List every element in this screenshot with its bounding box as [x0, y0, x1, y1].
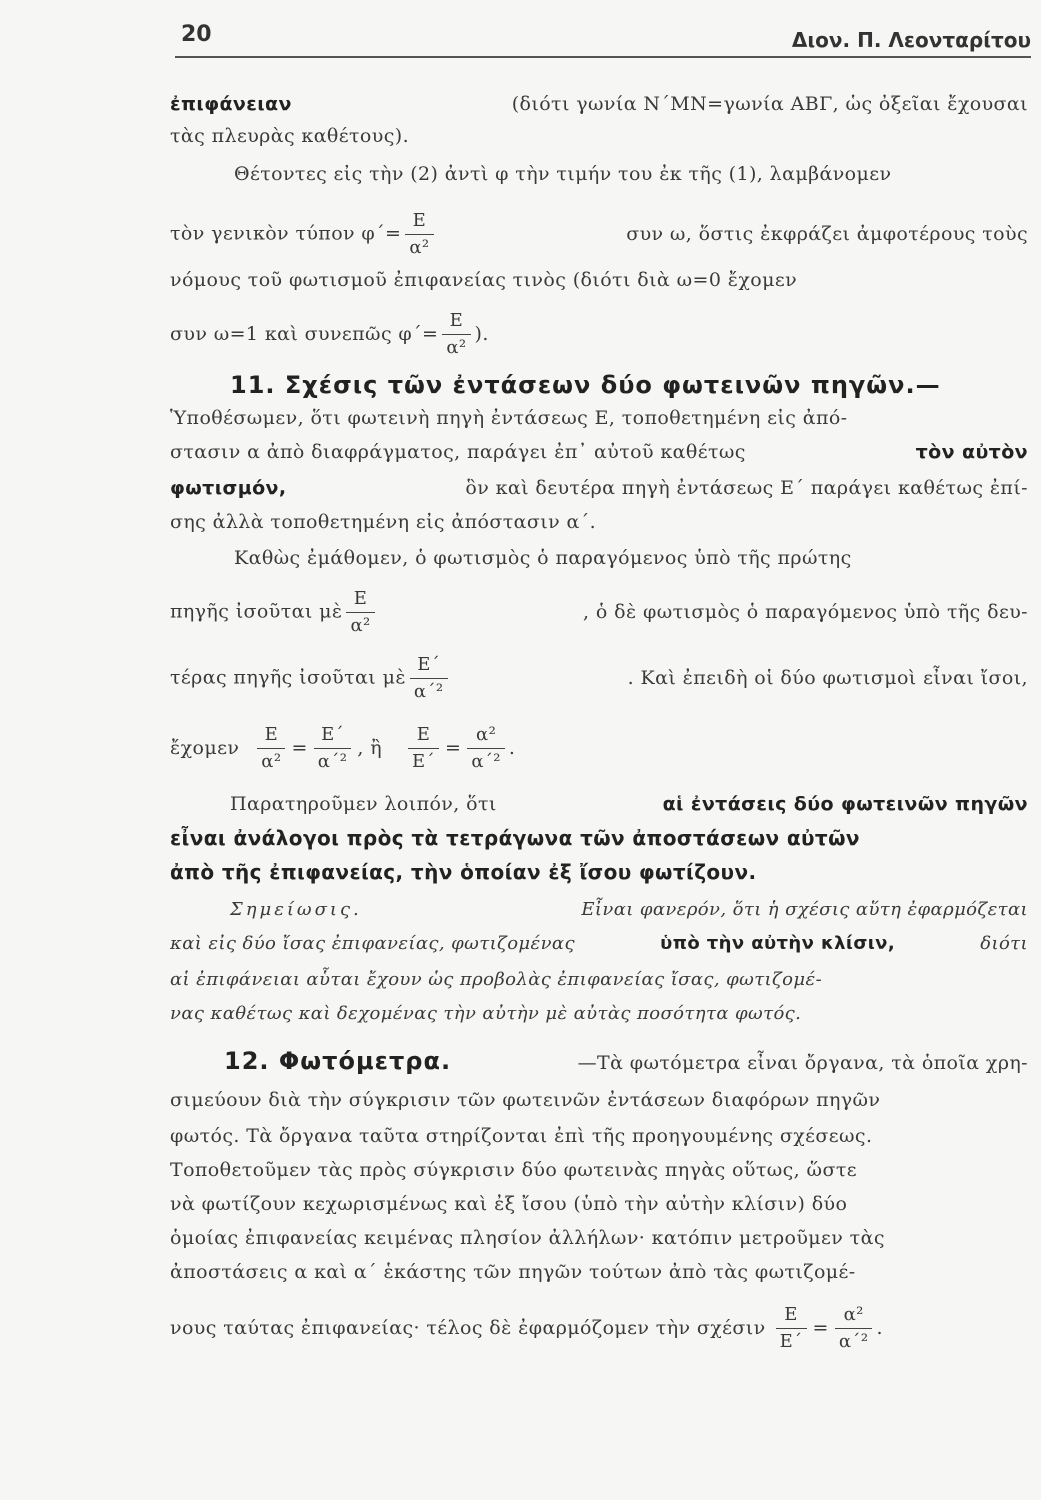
text-span: . [876, 1317, 883, 1339]
page-number: 20 [181, 22, 212, 47]
text-span: Ὑποθέσωμεν, ὅτι φωτεινὴ πηγὴ ἐντάσεως Ε, τοποθετημένη εἰς ἀπό- [170, 407, 848, 429]
formula-line [170, 584, 1028, 640]
text-span: . Καὶ ἐπειδὴ οἱ δύο φωτισμοὶ εἶναι ἴσοι, [627, 667, 1028, 689]
text-span: —Τὰ φωτόμετρα εἶναι ὄργανα, τὰ ὁποῖα χρη- [577, 1052, 1028, 1074]
fraction [835, 1302, 873, 1355]
text-line: Τοποθετοῦμεν τὰς πρὸς σύγκρισιν δύο φωτεινὰς πηγὰς οὕτως, ὥστε [170, 1159, 857, 1181]
text-line: ὁμοίας ἐπιφανείας κειμένας πλησίον ἀλλήλων· κατόπιν μετροῦμεν τὰς [170, 1227, 885, 1249]
text-span: τέρας πηγῆς ἰσοῦται μὲ [170, 666, 406, 688]
text-span: νους ταύτας ἐπιφανείας· τέλος δὲ ἐφαρμόζομεν τὴν σχέσιν [170, 1317, 766, 1339]
text-line [170, 474, 1028, 502]
note-line [230, 896, 1028, 924]
fraction [314, 722, 352, 775]
text-line: σιμεύουν διὰ τὴν σύγκρισιν τῶν φωτεινῶν ἐντάσεων διαφόρων πηγῶν [170, 1089, 881, 1111]
text-span: στασιν α ἀπὸ διαφράγματος, παράγει ἐπ᾽ αὐτοῦ καθέτως [170, 441, 746, 463]
text-line [170, 438, 1028, 466]
fraction [442, 308, 470, 361]
bold-term: τὸν αὐτὸν [915, 441, 1028, 463]
formula-line-content [170, 208, 438, 261]
numerator: α² [476, 723, 497, 745]
bold-term: ὑπὸ τὴν αὐτὴν κλίσιν, [660, 933, 896, 954]
formula-line [170, 718, 1028, 778]
text-line [230, 790, 1028, 818]
text-span: Παρατηροῦμεν λοιπόν, ὅτι [230, 793, 497, 815]
text-line: Καθὼς ἐμάθομεν, ὁ φωτισμὸς ὁ παραγόμενος ὑπὸ τῆς πρώτης [234, 547, 852, 569]
fraction [346, 586, 374, 639]
denominator: Ε΄ [776, 1328, 807, 1355]
text-span: ). [474, 323, 489, 345]
bold-term: ἐπιφάνειαν [170, 93, 292, 115]
running-head: Διον. Π. Λεονταρίτου [791, 28, 1031, 52]
formula-line [170, 308, 1028, 360]
denominator: α΄² [410, 678, 448, 705]
text-line [170, 858, 1028, 886]
text-span: . [508, 737, 516, 759]
text-line: φωτός. Τὰ ὄργανα ταῦτα στηρίζονται ἐπὶ τῆς προηγουμένης σχέσεως. [170, 1125, 873, 1147]
fraction [408, 722, 439, 775]
fraction [776, 1302, 807, 1355]
text-line [170, 404, 1028, 432]
text-line: σης ἀλλὰ τοποθετημένη εἰς ἀπόστασιν α΄. [170, 511, 597, 533]
section-heading-11 [230, 368, 1030, 404]
text-line [170, 90, 1028, 118]
fraction [257, 722, 285, 775]
numerator: Ε [412, 209, 427, 231]
denominator: α΄² [835, 1328, 873, 1355]
formula-line [170, 1298, 1028, 1358]
section-title: 12. Φωτόμετρα. [224, 1047, 452, 1075]
text-span: (διότι γωνία Ν΄ΜΝ=γωνία ΑΒΓ, ὡς ὀξεῖαι ἔχουσαι [511, 93, 1028, 115]
note-line: αἱ ἐπιφάνειαι αὗται ἔχουν ὡς προβολὰς ἐπιφανείας ἴσας, φωτιζομέ- [170, 969, 823, 990]
denominator: α² [442, 334, 470, 361]
text-line: ἀποστάσεις α καὶ α΄ ἑκάστης τῶν πηγῶν τούτων ἀπὸ τὰς φωτιζομέ- [170, 1261, 856, 1283]
denominator: α² [405, 234, 433, 261]
denominator: α² [257, 748, 285, 775]
numerator: Ε [416, 723, 431, 745]
text-span: συν ω=1 καὶ συνεπῶς φ΄= [170, 323, 439, 345]
text-span: ὃν καὶ δευτέρα πηγὴ ἐντάσεως Ε΄ παράγει καθέτως ἐπί- [465, 477, 1028, 499]
bold-statement: ἀπὸ τῆς ἐπιφανείας, τὴν ὁποίαν ἐξ ἴσου φωτίζουν. [170, 860, 757, 884]
text-span: , ὁ δὲ φωτισμὸς ὁ παραγόμενος ὑπὸ τῆς δευ- [582, 601, 1028, 623]
formula-line [170, 650, 1028, 706]
text-span: τὸν γενικὸν τύπον φ΄= [170, 222, 402, 244]
bold-statement: εἶναι ἀνάλογοι πρὸς τὰ τετράγωνα τῶν ἀποστάσεων αὐτῶν [170, 826, 860, 850]
bold-statement: αἱ ἐντάσεις δύο φωτεινῶν πηγῶν [662, 793, 1028, 815]
note-line [170, 930, 1028, 958]
numerator: Ε΄ [417, 653, 441, 675]
note-line: νας καθέτως καὶ δεχομένας τὴν αὐτὴν μὲ αὐτὰς ποσότητα φωτός. [170, 1003, 802, 1024]
text-line: νόμους τοῦ φωτισμοῦ ἐπιφανείας τινὸς (διότι διὰ ω=0 ἔχομεν [170, 269, 798, 291]
fraction [410, 652, 448, 705]
denominator: α΄² [314, 748, 352, 775]
section-title: 11. Σχέσις τῶν ἐντάσεων δύο φωτεινῶν πηγῶν.— [230, 371, 941, 399]
fraction [467, 722, 505, 775]
note-label: Σημείωσις. [230, 899, 362, 920]
denominator: α² [346, 612, 374, 639]
numerator: Ε [784, 1303, 798, 1325]
numerator: α² [843, 1303, 864, 1325]
text-span: , ἢ [357, 737, 383, 759]
numerator: Ε [353, 587, 368, 609]
denominator: α΄² [467, 748, 505, 775]
equals-sign: = [445, 737, 462, 759]
text-span: πηγῆς ἰσοῦται μὲ [170, 600, 343, 622]
page-header [175, 22, 1031, 58]
text-span: καὶ εἰς δύο ἴσας ἐπιφανείας, φωτιζομένας [170, 933, 575, 954]
text-line: Θέτοντες εἰς τὴν (2) ἀντὶ φ τὴν τιμήν του ἐκ τῆς (1), λαμβάνομεν [234, 163, 892, 185]
section-heading-12 [224, 1044, 1028, 1080]
bold-term: φωτισμόν, [170, 477, 287, 499]
text-span: ἔχομεν [170, 737, 240, 759]
fraction [405, 208, 433, 261]
numerator: Ε΄ [321, 723, 345, 745]
equals-sign: = [812, 1317, 829, 1339]
text-span: συν ω, ὅστις ἐκφράζει ἀμφοτέρους τοὺς [626, 223, 1028, 245]
equals-sign: = [291, 737, 308, 759]
formula-line-content [170, 586, 379, 639]
text-line: τὰς πλευρὰς καθέτους). [170, 125, 410, 147]
numerator: Ε [449, 309, 464, 331]
text-line [170, 824, 1028, 852]
text-line: νὰ φωτίζουν κεχωρισμένως καὶ ἐξ ἴσου (ὑπὸ τὴν αὐτὴν κλίσιν) δύο [170, 1193, 848, 1215]
formula-line [170, 208, 1028, 260]
text-span: Εἶναι φανερόν, ὅτι ἡ σχέσις αὕτη ἐφαρμόζεται [581, 899, 1028, 920]
text-span: διότι [980, 933, 1028, 954]
numerator: Ε [264, 723, 279, 745]
denominator: Ε΄ [408, 748, 439, 775]
formula-line-content [170, 652, 452, 705]
